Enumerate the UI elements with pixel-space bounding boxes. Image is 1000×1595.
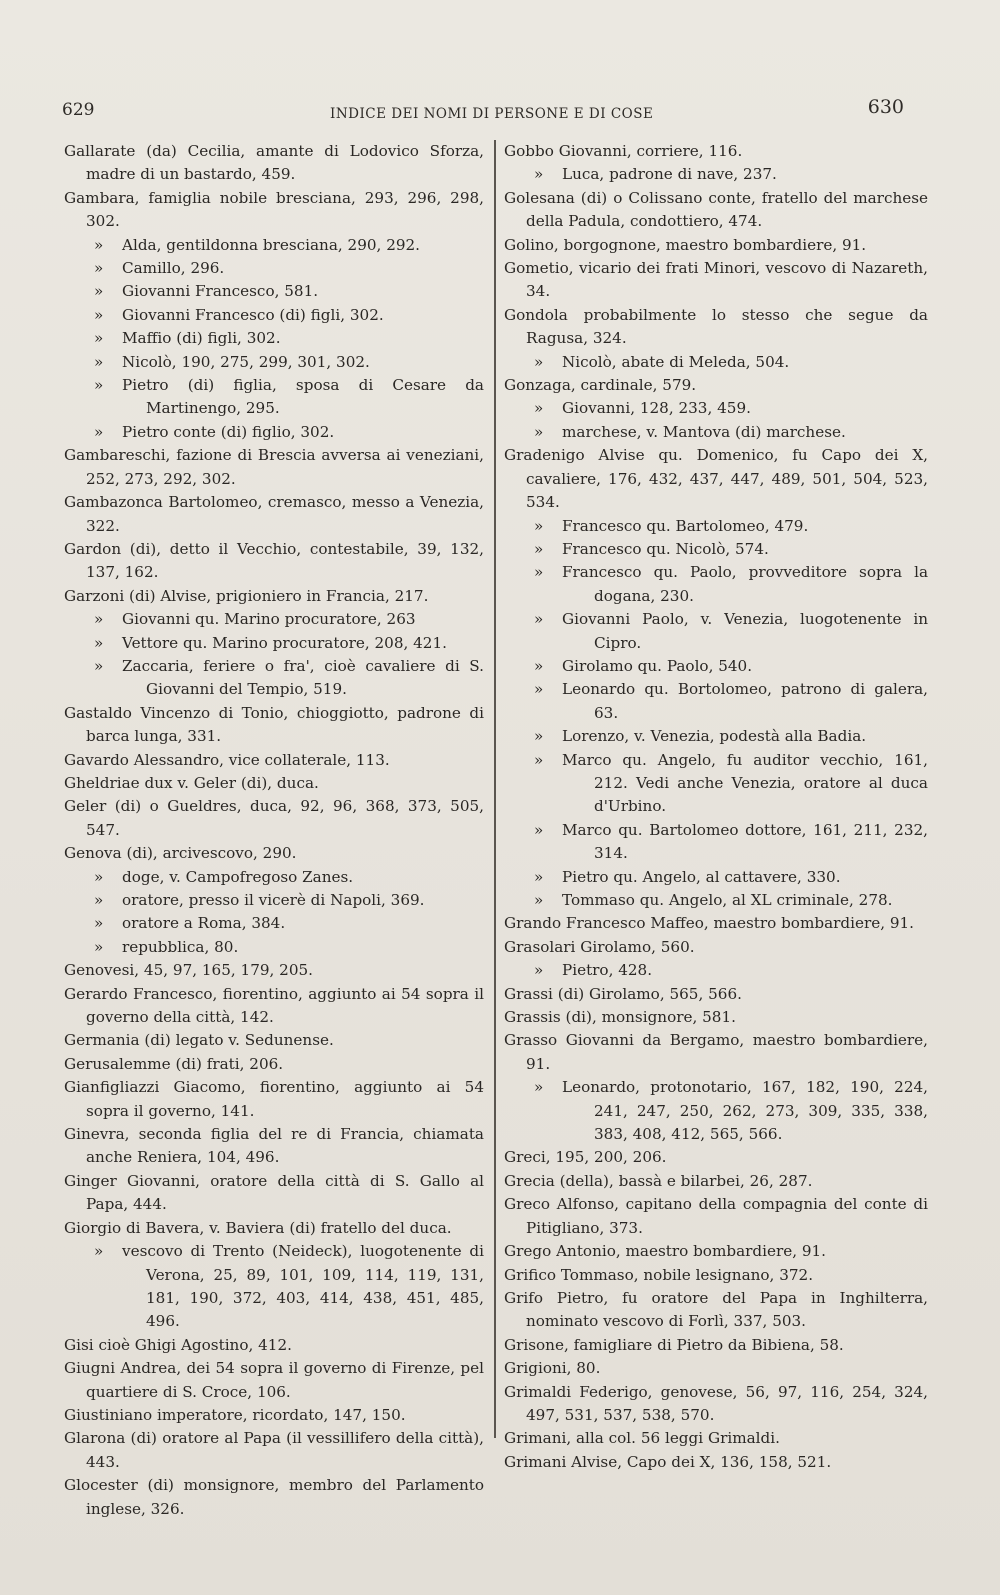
entry-text: Maffio (di) figli, 302. [122, 329, 281, 348]
index-subentry [64, 866, 484, 889]
entry-text: Grasolari Girolamo, 560. [504, 937, 695, 956]
index-subentry [64, 1240, 484, 1334]
ditto-mark: » [94, 656, 104, 675]
right-page-number: 630 [867, 96, 904, 118]
index-subentry [504, 515, 928, 538]
entry-text: Gianfigliazzi Giacomo, fiorentino, aggiunto ai 54 sopra il governo, 141. [64, 1078, 484, 1120]
right-column [504, 140, 928, 1474]
index-subentry [504, 725, 928, 748]
index-entry [64, 187, 484, 234]
entry-text: Grassi (di) Girolamo, 565, 566. [504, 984, 742, 1003]
index-subentry [64, 327, 484, 350]
entry-text: Alda, gentildonna bresciana, 290, 292. [122, 235, 421, 254]
entry-text: Grifo Pietro, fu oratore del Papa in Inghilterra, nominato vescovo di Forlì, 337, 503. [504, 1288, 928, 1331]
entry-text: Glarona (di) oratore al Papa (il vessillifero della città), 443. [64, 1429, 484, 1471]
index-entry [64, 1474, 484, 1521]
entry-text: Golesana (di) o Colissano conte, fratello del marchese della Padula, condottiero, 474. [504, 188, 928, 231]
index-entry [64, 1427, 484, 1474]
index-subentry [504, 538, 928, 561]
entry-text: Francesco qu. Nicolò, 574. [562, 539, 769, 558]
running-title: INDICE DEI NOMI DI PERSONE E DI COSE [330, 106, 654, 122]
index-subentry [504, 608, 928, 655]
entry-text: Glocester (di) monsignore, membro del Parlamento inglese, 326. [64, 1476, 484, 1518]
entry-text: Grasso Giovanni da Bergamo, maestro bombardiere, 91. [504, 1031, 928, 1073]
entry-text: Luca, padrone di nave, 237. [562, 165, 777, 184]
ditto-mark: » [534, 516, 544, 535]
entry-text: doge, v. Campofregoso Zanes. [122, 867, 354, 886]
ditto-mark: » [94, 1242, 104, 1261]
index-entry [504, 1357, 928, 1380]
index-subentry [504, 351, 928, 374]
index-entry [64, 444, 484, 491]
ditto-mark: » [94, 914, 104, 933]
index-entry [504, 983, 928, 1006]
entry-text: Giovanni, 128, 233, 459. [562, 399, 751, 418]
index-subentry [504, 866, 928, 889]
entry-text: Pietro, 428. [562, 961, 653, 980]
ditto-mark: » [94, 937, 104, 956]
index-entry [64, 1404, 484, 1427]
index-subentry [504, 889, 928, 912]
entry-text: Gambazonca Bartolomeo, cremasco, messo a Venezia, 322. [64, 493, 484, 535]
ditto-mark: » [534, 422, 544, 441]
index-subentry [504, 655, 928, 678]
ditto-mark: » [94, 282, 104, 301]
entry-text: Genova (di), arcivescovo, 290. [64, 844, 297, 863]
entry-text: Leonardo, protonotario, 167, 182, 190, 224, 241, 247, 250, 262, 273, 309, 335, 338, 383, 408, 412, 565, 566. [562, 1078, 928, 1144]
entry-text: Tommaso qu. Angelo, al XL criminale, 278. [562, 891, 893, 909]
ditto-mark: » [94, 867, 104, 886]
index-entry [64, 1029, 484, 1052]
ditto-mark: » [534, 563, 544, 582]
entry-text: Gradenigo Alvise qu. Domenico, fu Capo dei X, cavaliere, 176, 432, 437, 447, 489, 501, 504, 523, 534. [504, 446, 928, 512]
entry-text: Leonardo qu. Bortolomeo, patrono di galera, 63. [562, 680, 928, 722]
entry-text: Giovanni qu. Marino procuratore, 263 [122, 610, 416, 629]
entry-text: Zaccaria, feriere o fra', cioè cavaliere di S. Giovanni del Tempio, 519. [122, 656, 484, 699]
entry-text: Gardon (di), detto il Vecchio, contestabile, 39, 132, 137, 162. [64, 539, 484, 582]
entry-text: Gondola probabilmente lo stesso che segue da Ragusa, 324. [504, 305, 928, 348]
entry-text: oratore a Roma, 384. [122, 914, 286, 933]
entry-text: Gisi cioè Ghigi Agostino, 412. [64, 1335, 292, 1354]
index-entry [504, 936, 928, 959]
entry-text: Pietro (di) figlia, sposa di Cesare da Martinengo, 295. [122, 376, 484, 418]
entry-text: Gerusalemme (di) frati, 206. [64, 1054, 284, 1073]
column-divider [494, 140, 496, 1438]
index-subentry [64, 304, 484, 327]
index-subentry [64, 936, 484, 959]
left-column [64, 140, 484, 1521]
index-entry [504, 1287, 928, 1334]
index-subentry [504, 561, 928, 608]
index-entry [504, 1240, 928, 1263]
index-subentry [64, 257, 484, 280]
entry-text: vescovo di Trento (Neideck), luogotenente di Verona, 25, 89, 101, 109, 114, 119, 131, 181, 190, 372, 403, 414, 438, 451, 485, 496. [122, 1242, 484, 1331]
index-entry [504, 187, 928, 234]
ditto-mark: » [534, 656, 544, 675]
ditto-mark: » [94, 305, 104, 324]
index-subentry [504, 819, 928, 866]
index-entry [64, 1217, 484, 1240]
index-entry [64, 140, 484, 187]
entry-text: Gastaldo Vincenzo di Tonio, chioggiotto, padrone di barca lunga, 331. [64, 703, 484, 746]
index-entry [504, 912, 928, 935]
entry-text: Francesco qu. Paolo, provveditore sopra la dogana, 230. [562, 563, 928, 605]
index-entry [504, 1451, 928, 1474]
ditto-mark: » [534, 165, 544, 184]
entry-text: repubblica, 80. [122, 937, 239, 956]
entry-text: oratore, presso il vicerè di Napoli, 369. [122, 891, 425, 909]
ditto-mark: » [94, 235, 104, 254]
entry-text: Vettore qu. Marino procuratore, 208, 421. [122, 633, 447, 652]
entry-text: Gobbo Giovanni, corriere, 116. [504, 142, 743, 160]
index-subentry [64, 280, 484, 303]
index-subentry [64, 374, 484, 421]
ditto-mark: » [534, 610, 544, 629]
entry-text: Grego Antonio, maestro bombardiere, 91. [504, 1242, 827, 1261]
left-page-number: 629 [62, 100, 95, 120]
index-entry [504, 374, 928, 397]
index-entry [64, 983, 484, 1030]
index-entry [504, 1193, 928, 1240]
entry-text: Giorgio di Bavera, v. Baviera (di) fratello del duca. [64, 1218, 452, 1237]
ditto-mark: » [94, 891, 104, 909]
index-subentry [64, 889, 484, 912]
entry-text: Giustiniano imperatore, ricordato, 147, 150. [64, 1405, 406, 1424]
index-subentry [504, 1076, 928, 1146]
index-entry [504, 1264, 928, 1287]
entry-text: Giovanni Paolo, v. Venezia, luogotenente in Cipro. [562, 610, 928, 652]
entry-text: Lorenzo, v. Venezia, podestà alla Badia. [562, 727, 867, 746]
entry-text: Gonzaga, cardinale, 579. [504, 376, 697, 395]
ditto-mark: » [534, 539, 544, 558]
ditto-mark: » [94, 259, 104, 278]
entry-text: Gambareschi, fazione di Brescia avversa ai veneziani, 252, 273, 292, 302. [64, 446, 484, 488]
index-subentry [64, 608, 484, 631]
entry-text: Ginger Giovanni, oratore della città di S. Gallo al Papa, 444. [64, 1171, 484, 1214]
index-entry [504, 1146, 928, 1169]
ditto-mark: » [534, 867, 544, 886]
index-entry [64, 702, 484, 749]
entry-text: Pietro qu. Angelo, al cattavere, 330. [562, 867, 841, 886]
index-entry [504, 234, 928, 257]
index-subentry [504, 749, 928, 819]
index-entry [504, 1170, 928, 1193]
index-entry [64, 585, 484, 608]
entry-text: Gambara, famiglia nobile bresciana, 293, 296, 298, 302. [64, 188, 484, 231]
ditto-mark: » [534, 680, 544, 699]
index-subentry [504, 421, 928, 444]
index-entry [64, 1076, 484, 1123]
entry-text: Marco qu. Bartolomeo dottore, 161, 211, 232, 314. [562, 820, 928, 863]
entry-text: Camillo, 296. [122, 259, 225, 278]
index-entry [64, 491, 484, 538]
index-entry [64, 538, 484, 585]
index-entry [504, 1381, 928, 1428]
index-entry [64, 842, 484, 865]
index-entry [64, 795, 484, 842]
ditto-mark: » [534, 750, 544, 769]
entry-text: Genovesi, 45, 97, 165, 179, 205. [64, 961, 313, 980]
ditto-mark: » [534, 1078, 544, 1097]
entry-text: Grimaldi Federigo, genovese, 56, 97, 116, 254, 324, 497, 531, 537, 538, 570. [504, 1382, 928, 1424]
entry-text: marchese, v. Mantova (di) marchese. [562, 422, 846, 441]
index-subentry [504, 678, 928, 725]
entry-text: Grando Francesco Maffeo, maestro bombardiere, 91. [504, 914, 915, 933]
entry-text: Giovanni Francesco (di) figli, 302. [122, 305, 384, 324]
entry-text: Ginevra, seconda figlia del re di Francia, chiamata anche Reniera, 104, 496. [64, 1125, 484, 1167]
entry-text: Geler (di) o Gueldres, duca, 92, 96, 368, 373, 505, 547. [64, 797, 484, 839]
index-subentry [64, 234, 484, 257]
index-entry [64, 1053, 484, 1076]
ditto-mark: » [534, 727, 544, 746]
ditto-mark: » [94, 352, 104, 371]
entry-text: Gavardo Alessandro, vice collaterale, 113. [64, 750, 390, 769]
ditto-mark: » [534, 399, 544, 418]
entry-text: Girolamo qu. Paolo, 540. [562, 656, 753, 675]
entry-text: Giugni Andrea, dei 54 sopra il governo di Firenze, pel quartiere di S. Croce, 106. [64, 1359, 484, 1401]
entry-text: Grigioni, 80. [504, 1359, 601, 1378]
entry-text: Pietro conte (di) figlio, 302. [122, 422, 335, 441]
entry-text: Francesco qu. Bartolomeo, 479. [562, 516, 809, 535]
entry-text: Gallarate (da) Cecilia, amante di Lodovico Sforza, madre di un bastardo, 459. [64, 142, 484, 184]
index-entry [504, 444, 928, 514]
entry-text: Golino, borgognone, maestro bombardiere, 91. [504, 235, 867, 254]
index-subentry [64, 912, 484, 935]
index-entry [64, 749, 484, 772]
entry-text: Grifico Tommaso, nobile lesignano, 372. [504, 1265, 814, 1284]
index-subentry [504, 959, 928, 982]
ditto-mark: » [534, 352, 544, 371]
index-entry [504, 1427, 928, 1450]
index-entry [64, 1357, 484, 1404]
index-subentry [504, 163, 928, 186]
entry-text: Nicolò, 190, 275, 299, 301, 302. [122, 352, 370, 371]
index-entry [504, 1029, 928, 1076]
ditto-mark: » [534, 961, 544, 980]
entry-text: Grecia (della), bassà e bilarbei, 26, 287. [504, 1171, 813, 1190]
entry-text: Greco Alfonso, capitano della compagnia del conte di Pitigliano, 373. [504, 1195, 928, 1237]
ditto-mark: » [534, 891, 544, 909]
ditto-mark: » [94, 422, 104, 441]
entry-text: Garzoni (di) Alvise, prigioniero in Francia, 217. [64, 586, 429, 605]
index-entry [504, 140, 928, 163]
entry-text: Grimani Alvise, Capo dei X, 136, 158, 521. [504, 1452, 832, 1471]
index-subentry [504, 397, 928, 420]
entry-text: Grimani, alla col. 56 leggi Grimaldi. [504, 1429, 780, 1448]
index-entry [64, 772, 484, 795]
entry-text: Gometio, vicario dei frati Minori, vescovo di Nazareth, 34. [504, 259, 928, 301]
ditto-mark: » [94, 610, 104, 629]
index-entry [64, 1123, 484, 1170]
entry-text: Nicolò, abate di Meleda, 504. [562, 352, 790, 371]
index-entry [504, 304, 928, 351]
entry-text: Grassis (di), monsignore, 581. [504, 1008, 736, 1027]
ditto-mark: » [94, 633, 104, 652]
entry-text: Germania (di) legato v. Sedunense. [64, 1031, 334, 1050]
index-entry [504, 1334, 928, 1357]
ditto-mark: » [94, 329, 104, 348]
entry-text: Greci, 195, 200, 206. [504, 1148, 667, 1167]
index-entry [504, 1006, 928, 1029]
entry-text: Giovanni Francesco, 581. [122, 282, 319, 301]
index-subentry [64, 421, 484, 444]
entry-text: Gheldriae dux v. Geler (di), duca. [64, 773, 319, 792]
index-subentry [64, 632, 484, 655]
entry-text: Marco qu. Angelo, fu auditor vecchio, 161, 212. Vedi anche Venezia, oratore al duca d'Urbino. [562, 750, 928, 816]
entry-text: Grisone, famigliare di Pietro da Bibiena, 58. [504, 1335, 844, 1354]
index-entry [64, 1170, 484, 1217]
index-entry [64, 959, 484, 982]
index-subentry [64, 351, 484, 374]
entry-text: Gerardo Francesco, fiorentino, aggiunto ai 54 sopra il governo della città, 142. [64, 984, 484, 1027]
ditto-mark: » [94, 376, 104, 395]
index-entry [504, 257, 928, 304]
index-entry [64, 1334, 484, 1357]
index-subentry [64, 655, 484, 702]
ditto-mark: » [534, 820, 544, 839]
